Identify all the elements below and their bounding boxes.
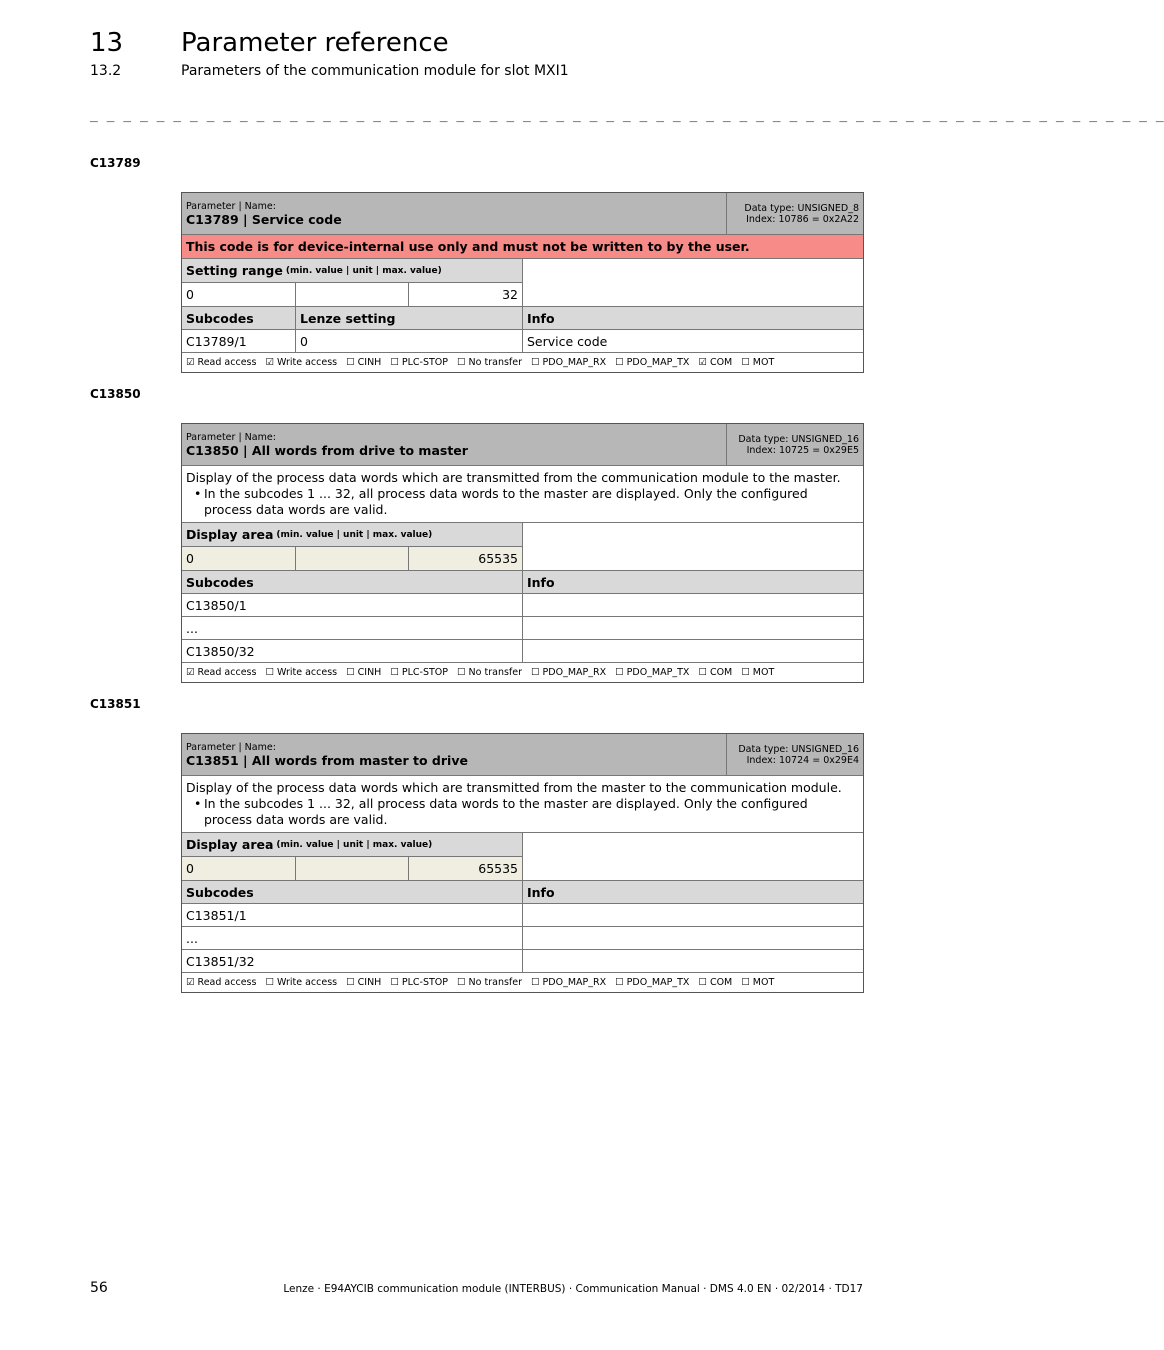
param-header [182, 424, 863, 465]
chapter-number: 13 [90, 28, 124, 58]
subcodes-header: Subcodes Lenze setting Info [182, 306, 863, 329]
description: Display of the process data words which are transmitted from the communication module to the master. • In the subcodes 1 ... 32, all process data words to the master are displayed. Only the configured process data words are valid. [182, 466, 863, 522]
range-title: Display area [186, 837, 274, 852]
param-index: Index: 10725 = 0x29E5 [746, 444, 859, 456]
setting-range [182, 258, 863, 306]
access-flags: ☑ Read access ☐ Write access ☐ CINH ☐ PLC-STOP ☐ No transfer ☐ PDO_MAP_RX ☐ PDO_MAP_TX ☐ COM ☐ MOT [186, 667, 775, 678]
range-min: 0 [182, 283, 296, 306]
header-separator: _ _ _ _ _ _ _ _ _ _ _ _ _ _ _ _ _ _ _ _ _ _ _ _ _ _ _ _ _ _ _ _ _ _ _ _ _ _ _ _ _ _ _ _ _ _ _ _ _ _ _ _ _ _ _ _ _ _ _ _ _ _ _ _ _ [90, 108, 1164, 123]
range-hint: (min. value | unit | max. value) [276, 839, 433, 850]
param-table-c13850 [181, 423, 864, 683]
range-title: Setting range [186, 263, 283, 278]
param-index: Index: 10786 = 0x2A22 [746, 213, 859, 225]
table-row: C13850/32 [182, 639, 863, 662]
code-label-c13789: C13789 [90, 156, 141, 170]
data-type: Data type: UNSIGNED_8 [744, 202, 859, 214]
param-table-c13789 [181, 192, 864, 373]
subcodes-header: Subcodes Info [182, 880, 863, 903]
range-max: 32 [502, 287, 519, 302]
display-area [182, 832, 863, 880]
param-name-label: Parameter | Name: [186, 741, 276, 753]
param-name: C13851 | All words from master to drive [186, 752, 468, 768]
data-type: Data type: UNSIGNED_16 [738, 743, 859, 755]
range-hint: (min. value | unit | max. value) [276, 529, 433, 540]
section-title: Parameters of the communication module for slot MXI1 [181, 63, 569, 79]
page-number: 56 [90, 1280, 108, 1296]
access-flags: ☑ Read access ☑ Write access ☐ CINH ☐ PLC-STOP ☐ No transfer ☐ PDO_MAP_RX ☐ PDO_MAP_TX ☑ COM ☐ MOT [186, 357, 775, 368]
range-min: 0 [182, 857, 296, 880]
footer-text: Lenze · E94AYCIB communication module (INTERBUS) · Communication Manual · DMS 4.0 EN · 02/2014 · TD17 [283, 1283, 863, 1295]
warning-banner: This code is for device-internal use only and must not be written to by the user. [182, 235, 863, 258]
description-bullet: • In the subcodes 1 ... 32, all process data words to the master are displayed. Only the configured process data words are valid. [204, 486, 859, 518]
range-title: Display area [186, 527, 274, 542]
range-max: 65535 [409, 547, 522, 570]
subcodes-header: Subcodes Info [182, 570, 863, 593]
table-row: ... [182, 926, 863, 949]
section-number: 13.2 [90, 63, 122, 79]
param-header [182, 734, 863, 775]
param-table-c13851 [181, 733, 864, 993]
display-area [182, 522, 863, 570]
param-name: C13850 | All words from drive to master [186, 442, 468, 458]
range-unit [296, 857, 410, 880]
param-header [182, 193, 863, 234]
range-hint: (min. value | unit | max. value) [285, 265, 442, 276]
table-row: C13851/1 [182, 903, 863, 926]
table-row: C13789/1 0 Service code [182, 329, 863, 352]
param-index: Index: 10724 = 0x29E4 [746, 754, 859, 766]
access-flags: ☑ Read access ☐ Write access ☐ CINH ☐ PLC-STOP ☐ No transfer ☐ PDO_MAP_RX ☐ PDO_MAP_TX ☐ COM ☐ MOT [186, 977, 775, 988]
param-name-label: Parameter | Name: [186, 200, 276, 212]
data-type: Data type: UNSIGNED_16 [738, 433, 859, 445]
table-row: ... [182, 616, 863, 639]
range-max: 65535 [409, 857, 522, 880]
code-label-c13851: C13851 [90, 697, 141, 711]
param-name: C13789 | Service code [186, 211, 342, 227]
table-row: C13851/32 [182, 949, 863, 972]
range-unit [296, 547, 410, 570]
description-bullet: • In the subcodes 1 ... 32, all process data words to the master are displayed. Only the configured process data words are valid. [204, 796, 859, 828]
range-unit [296, 283, 410, 306]
code-label-c13850: C13850 [90, 387, 141, 401]
description: Display of the process data words which are transmitted from the master to the communication module. • In the subcodes 1 ... 32, all process data words to the master are displayed. Only the configured process data words are valid. [182, 776, 863, 832]
range-min: 0 [182, 547, 296, 570]
param-name-label: Parameter | Name: [186, 431, 276, 443]
chapter-title: Parameter reference [181, 28, 449, 58]
table-row: C13850/1 [182, 593, 863, 616]
